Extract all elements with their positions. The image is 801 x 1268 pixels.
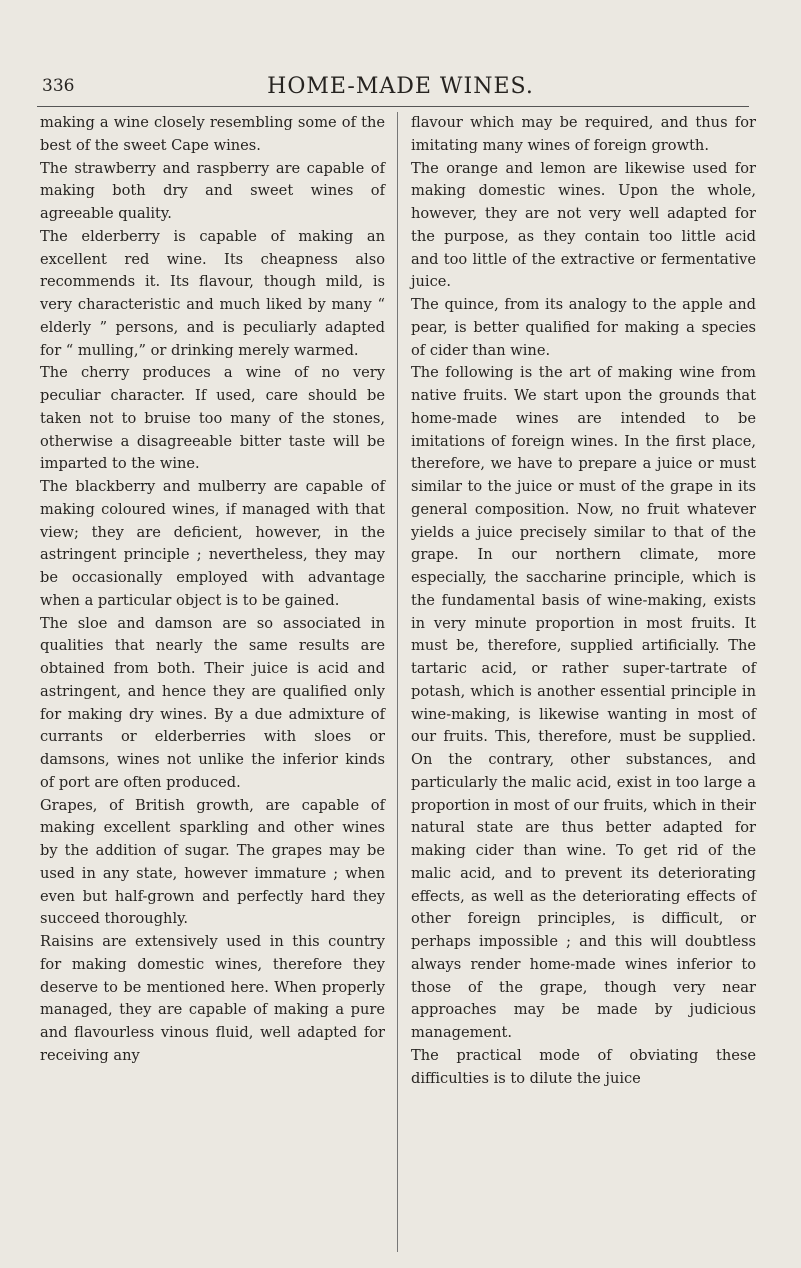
paragraph: The cherry produces a wine of no very peculiar character. If used, care should be taken not to bruise too many of the stones, otherwise a disagreeable bitter taste will be imparted to the wine. bbox=[40, 364, 385, 473]
column-divider bbox=[397, 112, 398, 1252]
right-column bbox=[411, 112, 756, 1090]
paragraph: The orange and lemon are likewise used for making domestic wines. Upon the whole, however, they are not very well adapted for the purpose, as they contain too little acid and too little of the extractive or fermentative juice. bbox=[411, 159, 756, 291]
paragraph: The strawberry and raspberry are capable of making both dry and sweet wines of agreeable quality. bbox=[40, 159, 385, 222]
paragraph: Raisins are extensively used in this country for making domestic wines, therefore they deserve to be mentioned here. When properly managed, they are capable of making a pure and flavourless vinous fluid, well adapted for receiving any bbox=[40, 933, 385, 1064]
paragraph: making a wine closely resembling some of the best of the sweet Cape wines. bbox=[40, 114, 385, 154]
paragraph: The following is the art of making wine from native fruits. We start upon the grounds that home-made wines are intended to be imitations of foreign wines. In the first place, therefore, we have to prepare a juice or must similar to the juice or must of the grape in its general composition. Now, no fruit whatever yields a juice precisely similar to that of the grape. In our northern climate, more especially, the saccharine principle, which is the fundamental basis of wine-making, exists in very minute proportion in most fruits. It must be, therefore, supplied artificially. The tartaric acid, or rather super-tartrate of potash, which is another essential principle in wine-making, is likewise wanting in most of our fruits. This, therefore, must be supplied. On the contrary, other substances, and particularly the malic acid, exist in too large a proportion in most of our fruits, which in their natural state are thus better adapted for making cider than wine. To get rid of the malic acid, and to prevent its deteriorating effects, as well as the deteriorating effects of other foreign principles, is difficult, or perhaps impossible ; and this will doubtless always render home-made wines inferior to those of the grape, though very near approaches may be made by judicious management. bbox=[411, 364, 756, 1041]
running-head: HOME-MADE WINES. bbox=[267, 74, 534, 99]
left-column bbox=[40, 112, 385, 1068]
paragraph: The elderberry is capable of making an excellent red wine. Its cheapness also recommends it. Its flavour, though mild, is very characteristic and much liked by many “ elderly ” persons, and is peculiarly adapted for “ mulling,” or drinking merely warmed. bbox=[40, 227, 385, 359]
paragraph: flavour which may be required, and thus for imitating many wines of foreign growth. bbox=[411, 114, 756, 154]
page-number: 336 bbox=[42, 76, 75, 96]
paragraph: The quince, from its analogy to the apple and pear, is better qualified for making a species of cider than wine. bbox=[411, 296, 756, 359]
paragraph: Grapes, of British growth, are capable of making excellent sparkling and other wines by the addition of sugar. The grapes may be used in any state, however immature ; when even but half-grown and perfectly hard they succeed thoroughly. bbox=[40, 796, 385, 928]
paragraph: The sloe and damson are so associated in qualities that nearly the same results are obtained from both. Their juice is acid and astringent, and hence they are qualified only for making dry wines. By a due admixture of currants or elderberries with sloes or damsons, wines not unlike the inferior kinds of port are often produced. bbox=[40, 614, 385, 791]
header-rule bbox=[37, 106, 749, 107]
paragraph: The blackberry and mulberry are capable of making coloured wines, if managed with that view; they are deficient, however, in the astringent principle ; nevertheless, they may be occasionally employed with advantage when a particular object is to be gained. bbox=[40, 478, 385, 609]
paragraph: The practical mode of obviating these difficulties is to dilute the juice bbox=[411, 1046, 756, 1087]
